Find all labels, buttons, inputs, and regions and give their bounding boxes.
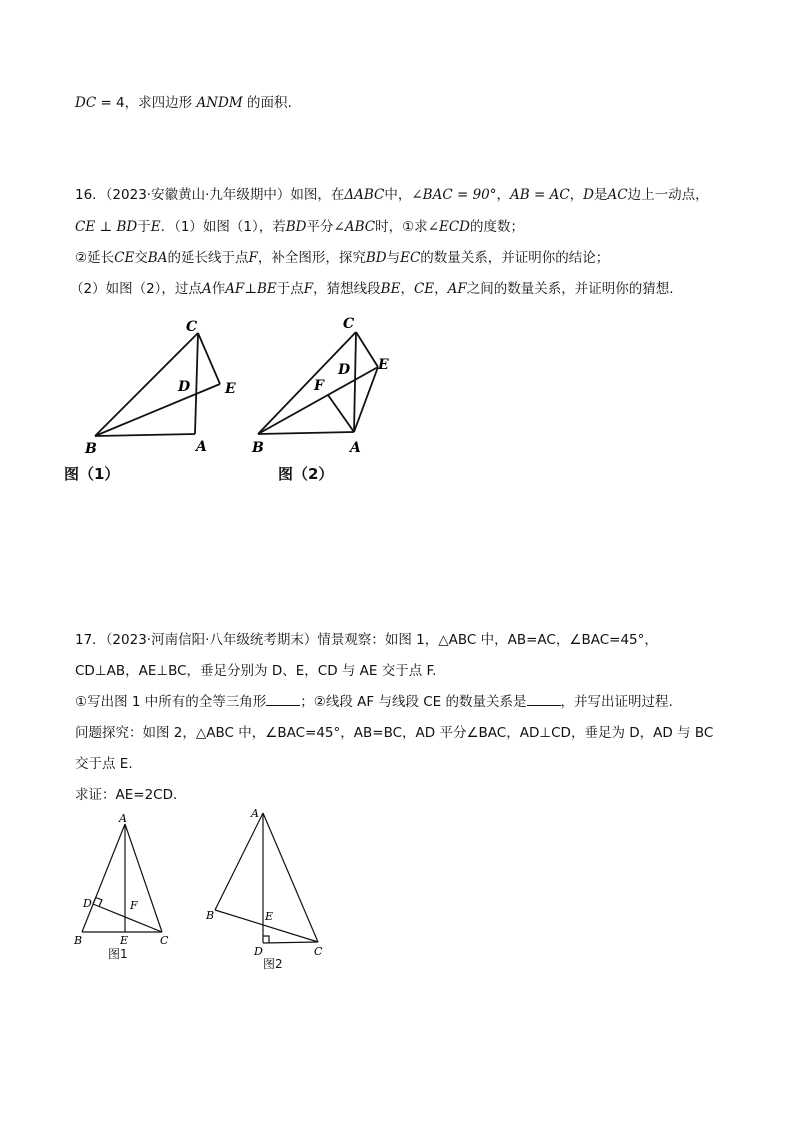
segment-bc [258, 332, 356, 434]
segment-ca [195, 333, 198, 434]
q16-math: ∠ECD [427, 219, 471, 235]
q16-text: 平分 [306, 219, 334, 235]
answer-blank-2[interactable] [527, 693, 561, 706]
q16-text: ， [496, 187, 511, 203]
label-d: D [83, 897, 92, 910]
q16-text: 的延长线于点 [167, 250, 249, 266]
segment-be [95, 384, 220, 436]
label-b: B [74, 934, 83, 947]
q16-math: A [201, 281, 212, 297]
q16-text: 时，①求 [375, 219, 428, 235]
q16-text: ，补全图形，探究 [257, 250, 366, 266]
label-d: D [178, 379, 191, 395]
segment-ea [354, 367, 378, 432]
label-a: A [119, 812, 127, 825]
q17-line-6: 求证：AE=2CD. [75, 787, 178, 803]
q16-math: BD [285, 219, 307, 235]
q16-text: ， [400, 281, 414, 297]
answer-blank-1[interactable] [266, 693, 300, 706]
label-a: A [196, 439, 207, 455]
segment-ce [356, 332, 378, 367]
label-e: E [378, 357, 389, 373]
q16-math: ∠ABC [333, 219, 376, 235]
q17-fig2-caption: 图2 [263, 957, 283, 971]
q16-math: E [150, 219, 161, 235]
label-b: B [252, 440, 264, 456]
q16-text: 之间的数量关系，并证明你的猜想. [466, 281, 674, 297]
segment-ca [354, 332, 356, 432]
label-d: D [254, 945, 263, 958]
q17-figure-2 [205, 805, 335, 965]
q17-line-1: 17．（2023·河南信阳·八年级统考期末）情景观察：如图 1，△ABC 中，AB=AC，∠BAC=45°， [75, 632, 658, 648]
q16-figure-2 [248, 312, 448, 456]
q16-text: 是 [594, 187, 608, 203]
q16-math: BE [380, 281, 401, 297]
label-a: A [251, 807, 259, 820]
q16-text: （2）如图（2），过点 [70, 281, 202, 297]
right-angle-mark [263, 936, 269, 943]
q16-text: 的数量关系，并证明你的结论； [420, 250, 610, 266]
segment-af [328, 395, 354, 432]
q16-math: ∠BAC = 90° [411, 187, 497, 203]
q16-fig2-caption: 图（2） [278, 465, 334, 483]
top-eq: = 4，求四边形 [96, 95, 193, 111]
label-c: C [186, 319, 198, 335]
segment-dc [263, 942, 318, 943]
q16-math: CE [413, 281, 435, 297]
q16-line-3 [75, 249, 609, 267]
q17-line-5: 交于点 E. [75, 756, 133, 772]
quad-andm: ANDM [196, 95, 243, 111]
label-a: A [350, 440, 361, 456]
q16-text: ， [434, 281, 448, 297]
q16-line-4 [70, 280, 674, 298]
label-c: C [314, 945, 323, 958]
q16-text: 于点 [276, 281, 304, 297]
label-d: D [338, 362, 351, 378]
q16-fig1-caption: 图（1） [64, 465, 120, 483]
segment-ab [215, 813, 263, 910]
q16-text: 作 [211, 281, 226, 297]
q16-text: ，猜想线段 [313, 281, 381, 297]
label-e: E [265, 910, 274, 923]
label-f: F [314, 378, 324, 394]
label-c: C [160, 934, 169, 947]
q16-math: F [303, 281, 314, 297]
q16-math: AC [607, 187, 628, 203]
segment-ce [198, 333, 220, 384]
q16-text: 交 [134, 250, 148, 266]
q16-math: BD [365, 250, 387, 266]
label-b: B [206, 909, 215, 922]
q16-text: 与 [386, 250, 401, 266]
segment-cd [93, 904, 162, 932]
top-tail: 的面积. [246, 95, 292, 111]
q16-line-2 [75, 218, 524, 236]
label-e: E [225, 381, 236, 397]
q16-text: 16．（2023·安徽黄山·九年级期中）如图，在 [75, 187, 345, 203]
segment-ab [82, 824, 125, 932]
label-b: B [85, 441, 97, 457]
q17-line-3 [75, 693, 673, 711]
segment-dc: DC [75, 95, 97, 111]
q16-text: ．（1）如图（1），若 [160, 219, 286, 235]
label-c: C [343, 316, 355, 332]
q16-math: ΔABC [344, 187, 385, 203]
q16-math: BA [147, 250, 168, 266]
segment-ba [258, 432, 354, 434]
q17-figure-1 [70, 812, 180, 962]
q16-math: AB = AC [510, 187, 570, 203]
q16-text: 中， [384, 187, 412, 203]
q16-line-1 [75, 186, 709, 204]
q17-text: ；②线段 AF 与线段 CE 的数量关系是 [300, 694, 527, 710]
segment-ac [125, 824, 162, 932]
q17-text: ，并写出证明过程. [560, 694, 673, 710]
q16-math: CE ⊥ BD [75, 219, 138, 235]
q16-text: 边上一动点， [627, 187, 709, 203]
top-line [75, 94, 292, 112]
label-e: E [120, 934, 129, 947]
q16-math: AF⊥BE [225, 281, 277, 297]
q16-math: F [248, 250, 258, 266]
q16-text: 于 [137, 219, 151, 235]
q17-line-2: CD⊥AB，AE⊥BC，垂足分别为 D、E，CD 与 AE 交于点 F. [75, 663, 437, 679]
q16-text: 的度数； [470, 219, 525, 235]
q16-math: CE [114, 250, 135, 266]
q17-line-4: 问题探究：如图 2，△ABC 中，∠BAC=45°，AB=BC，AD 平分∠BAC，AD⊥CD，垂足为 D，AD 与 BC [75, 725, 714, 741]
q16-math: EC [400, 250, 421, 266]
q16-math: AF [447, 281, 467, 297]
q16-text: ②延长 [75, 250, 115, 266]
q16-math: D [583, 187, 594, 203]
q17-text: ①写出图 1 中所有的全等三角形 [75, 694, 267, 710]
q16-text: ， [569, 187, 584, 203]
segment-ba [95, 434, 195, 436]
label-f: F [130, 899, 138, 912]
q17-fig1-caption: 图1 [108, 947, 128, 961]
